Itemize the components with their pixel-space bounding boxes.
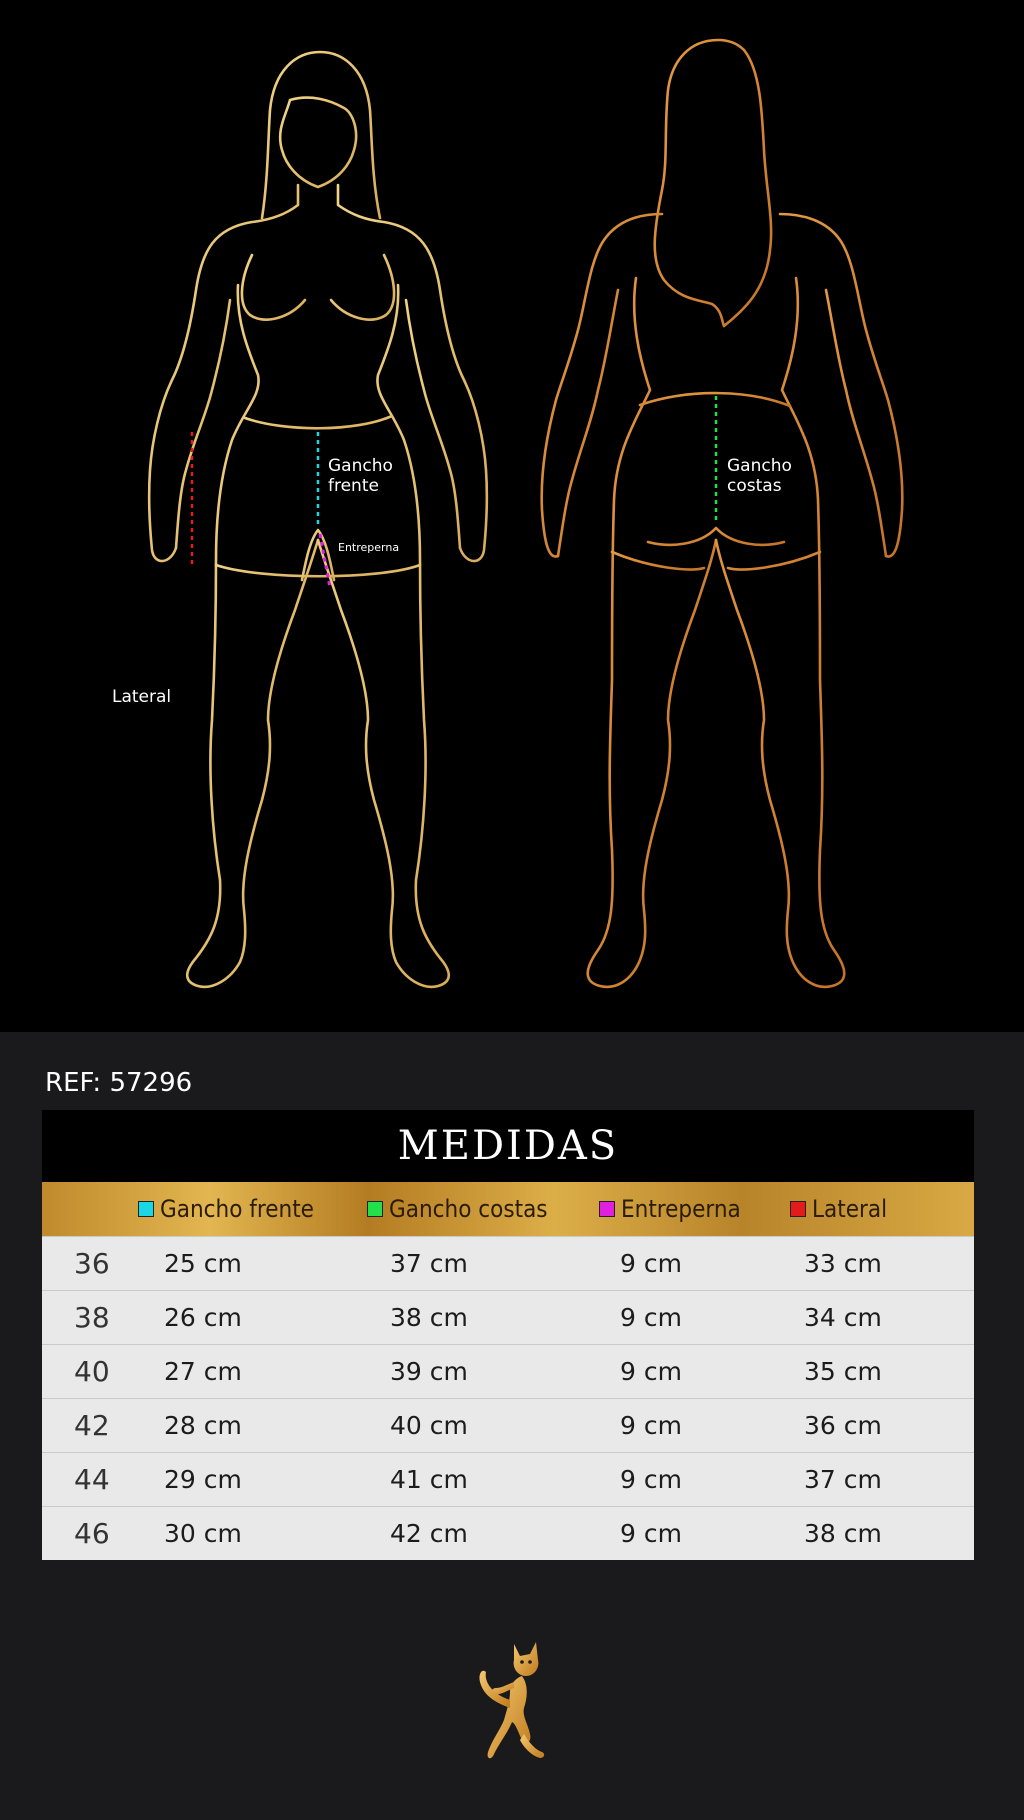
entreperna-cell: 9 cm	[620, 1411, 682, 1440]
header-entreperna-label: Entreperna	[621, 1195, 741, 1223]
lateral-cell: 37 cm	[804, 1465, 882, 1494]
lateral-cell: 38 cm	[804, 1519, 882, 1548]
entreperna-swatch	[599, 1201, 615, 1217]
gancho-frente-cell: 28 cm	[164, 1411, 242, 1440]
table-row	[42, 1344, 974, 1398]
gancho-costas-label-line2: costas	[727, 476, 782, 497]
table-body	[42, 1236, 974, 1560]
entreperna-cell: 9 cm	[620, 1357, 682, 1386]
gancho-frente-cell: 27 cm	[164, 1357, 242, 1386]
entreperna-label: Entreperna	[338, 541, 400, 554]
entreperna-cell: 9 cm	[620, 1303, 682, 1332]
back-body-outline	[542, 40, 903, 987]
table-row	[42, 1506, 974, 1560]
front-body-outline	[149, 52, 487, 987]
gancho-frente-label	[328, 456, 393, 497]
header-lateral-label: Lateral	[812, 1195, 888, 1223]
gancho-costas-cell: 39 cm	[390, 1357, 468, 1386]
table-title: MEDIDAS	[42, 1110, 974, 1182]
gancho-costas-swatch	[367, 1201, 383, 1217]
lateral-swatch	[790, 1201, 806, 1217]
lateral-cell: 35 cm	[804, 1357, 882, 1386]
size-cell: 42	[74, 1409, 110, 1442]
gancho-costas-cell: 42 cm	[390, 1519, 468, 1548]
header-gancho-frente	[138, 1182, 314, 1236]
header-lateral	[790, 1182, 887, 1236]
header-gancho-costas-label: Gancho costas	[389, 1195, 548, 1223]
gancho-frente-label-line2: frente	[328, 476, 379, 497]
size-cell: 44	[74, 1463, 110, 1496]
gancho-frente-cell: 29 cm	[164, 1465, 242, 1494]
lateral-cell: 33 cm	[804, 1249, 882, 1278]
entreperna-cell: 9 cm	[620, 1465, 682, 1494]
gancho-costas-label-line1: Gancho	[727, 456, 792, 476]
table-header	[42, 1182, 974, 1236]
lateral-cell: 36 cm	[804, 1411, 882, 1440]
table-row	[42, 1398, 974, 1452]
size-cell: 40	[74, 1355, 110, 1388]
gancho-frente-cell: 30 cm	[164, 1519, 242, 1548]
measurement-table	[42, 1110, 974, 1560]
gancho-costas-cell: 40 cm	[390, 1411, 468, 1440]
gancho-frente-cell: 26 cm	[164, 1303, 242, 1332]
entreperna-cell: 9 cm	[620, 1519, 682, 1548]
size-cell: 38	[74, 1301, 110, 1334]
lateral-label: Lateral	[112, 687, 172, 707]
gancho-costas-label	[727, 456, 792, 497]
gancho-costas-cell: 38 cm	[390, 1303, 468, 1332]
size-cell: 46	[74, 1517, 110, 1550]
header-gancho-costas	[367, 1182, 548, 1236]
header-entreperna	[599, 1182, 741, 1236]
gancho-frente-swatch	[138, 1201, 154, 1217]
gancho-frente-cell: 25 cm	[164, 1249, 242, 1278]
cat-mascot-logo-icon	[470, 1638, 560, 1782]
gancho-frente-label-line1: Gancho	[328, 456, 393, 476]
size-cell: 36	[74, 1247, 110, 1280]
entreperna-cell: 9 cm	[620, 1249, 682, 1278]
lateral-cell: 34 cm	[804, 1303, 882, 1332]
table-row	[42, 1290, 974, 1344]
header-gancho-frente-label: Gancho frente	[160, 1195, 314, 1223]
gancho-costas-cell: 37 cm	[390, 1249, 468, 1278]
table-row	[42, 1236, 974, 1290]
gancho-costas-cell: 41 cm	[390, 1465, 468, 1494]
reference-code: REF: 57296	[45, 1068, 193, 1098]
table-row	[42, 1452, 974, 1506]
